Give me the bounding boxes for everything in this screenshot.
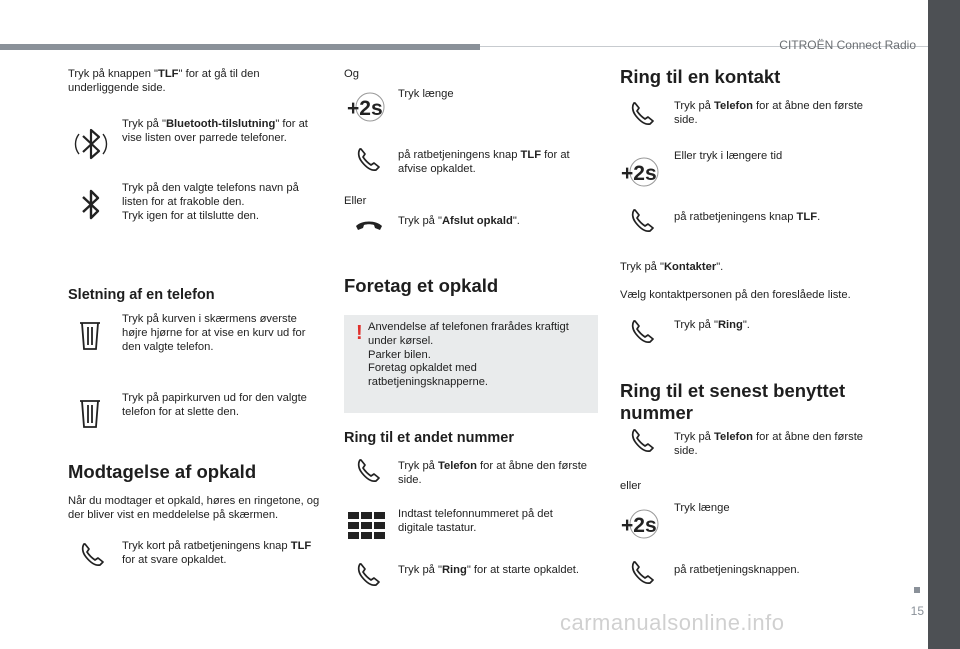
kontakt-text-6: Tryk på "Ring".: [674, 319, 750, 331]
senest-eller: eller: [620, 480, 642, 492]
kontakt-text-4: Tryk på "Kontakter".: [620, 261, 724, 273]
heading-sletning: Sletning af en telefon: [68, 287, 215, 303]
heading-senest: Ring til et senest benyttet nummer: [620, 380, 846, 423]
trash-icon: [78, 398, 102, 430]
bluetooth-icon: [78, 187, 104, 223]
bt-list-text: Tryk på "Bluetooth-tilslutning" for at vise listen over parrede telefoner.: [122, 118, 308, 144]
senest-text-2: Tryk længe: [674, 502, 730, 514]
long-press-2s-icon: [620, 507, 660, 541]
watermark: carmanualsonline.info: [560, 610, 785, 635]
phone-icon: [628, 207, 656, 235]
tryk-laenge-text: Tryk længe: [398, 88, 454, 100]
continue-marker: [914, 587, 920, 593]
side-strip: [928, 0, 960, 649]
heading-kontakt: Ring til en kontakt: [620, 66, 781, 87]
keypad-icon: [348, 512, 386, 540]
page-header-title: CITROËN Connect Radio: [779, 38, 916, 52]
phone-icon: [354, 457, 382, 485]
bluetooth-connect-icon: [74, 124, 108, 164]
kontakt-text-3: på ratbetjeningens knap TLF.: [674, 211, 821, 223]
og-text: Og: [344, 68, 359, 80]
long-press-2s-icon: [620, 155, 660, 189]
warning-icon: !: [356, 322, 363, 344]
svg-text:+2s: +2s: [621, 514, 657, 537]
bt-disconnect-text: Tryk på den valgte telefons navn på listen for at frakoble den. Tryk igen for at tilslutte den.: [122, 182, 299, 222]
svg-text:+2s: +2s: [621, 162, 657, 185]
warning-text: Anvendelse af telefonen frarådes kraftigt under kørsel. Parker bilen. Foretag opkaldet med ratbetjeningsknapperne.: [368, 321, 569, 389]
sletning-text-2: Tryk på papirkurven ud for den valgte telefon for at slette den.: [122, 392, 307, 418]
afvise-text: på ratbetjeningens knap TLF for at afvise opkaldet.: [398, 149, 570, 175]
andet-text-2: Indtast telefonnummeret på det digitale tastatur.: [398, 508, 553, 534]
heading-andet-nummer: Ring til et andet nummer: [344, 430, 514, 446]
kontakt-text-2: Eller tryk i længere tid: [674, 150, 783, 162]
sletning-text-1: Tryk på kurven i skærmens øverste højre hjørne for at vise en kurv ud for den valgte telefon.: [122, 313, 306, 353]
heading-modtagelse: Modtagelse af opkald: [68, 461, 257, 482]
afslut-text: Tryk på "Afslut opkald".: [398, 215, 520, 227]
svg-text:+2s: +2s: [347, 97, 383, 120]
heading-foretag: Foretag et opkald: [344, 275, 499, 296]
phone-icon: [628, 559, 656, 587]
page-number: 15: [910, 604, 924, 618]
header-bar: [0, 44, 480, 50]
trash-icon: [78, 320, 102, 352]
modtagelse-intro: Når du modtager et opkald, høres en ringetone, og der bliver vist en meddelelse på skærmen.: [68, 495, 320, 521]
phone-icon: [628, 100, 656, 128]
intro-text: Tryk på knappen "TLF" for at gå til den underliggende side.: [68, 68, 260, 94]
phone-icon: [354, 146, 382, 174]
kontakt-text-1: Tryk på Telefon for at åbne den første side.: [674, 100, 864, 126]
long-press-2s-icon: [346, 90, 386, 124]
phone-answer-icon: [78, 541, 106, 569]
phone-icon: [628, 318, 656, 346]
eller-text: Eller: [344, 195, 367, 207]
andet-text-3: Tryk på "Ring" for at starte opkaldet.: [398, 564, 580, 576]
phone-icon: [354, 561, 382, 589]
senest-text-3: på ratbetjeningsknappen.: [674, 564, 800, 576]
kontakt-text-5: Vælg kontaktpersonen på den foreslåede liste.: [620, 289, 851, 301]
phone-icon: [628, 427, 656, 455]
senest-text-1: Tryk på Telefon for at åbne den første side.: [674, 431, 864, 457]
hang-up-icon: [354, 214, 384, 236]
modtagelse-answer-text: Tryk kort på ratbetjeningens knap TLF for at svare opkaldet.: [122, 540, 312, 566]
andet-text-1: Tryk på Telefon for at åbne den første side.: [398, 460, 588, 486]
